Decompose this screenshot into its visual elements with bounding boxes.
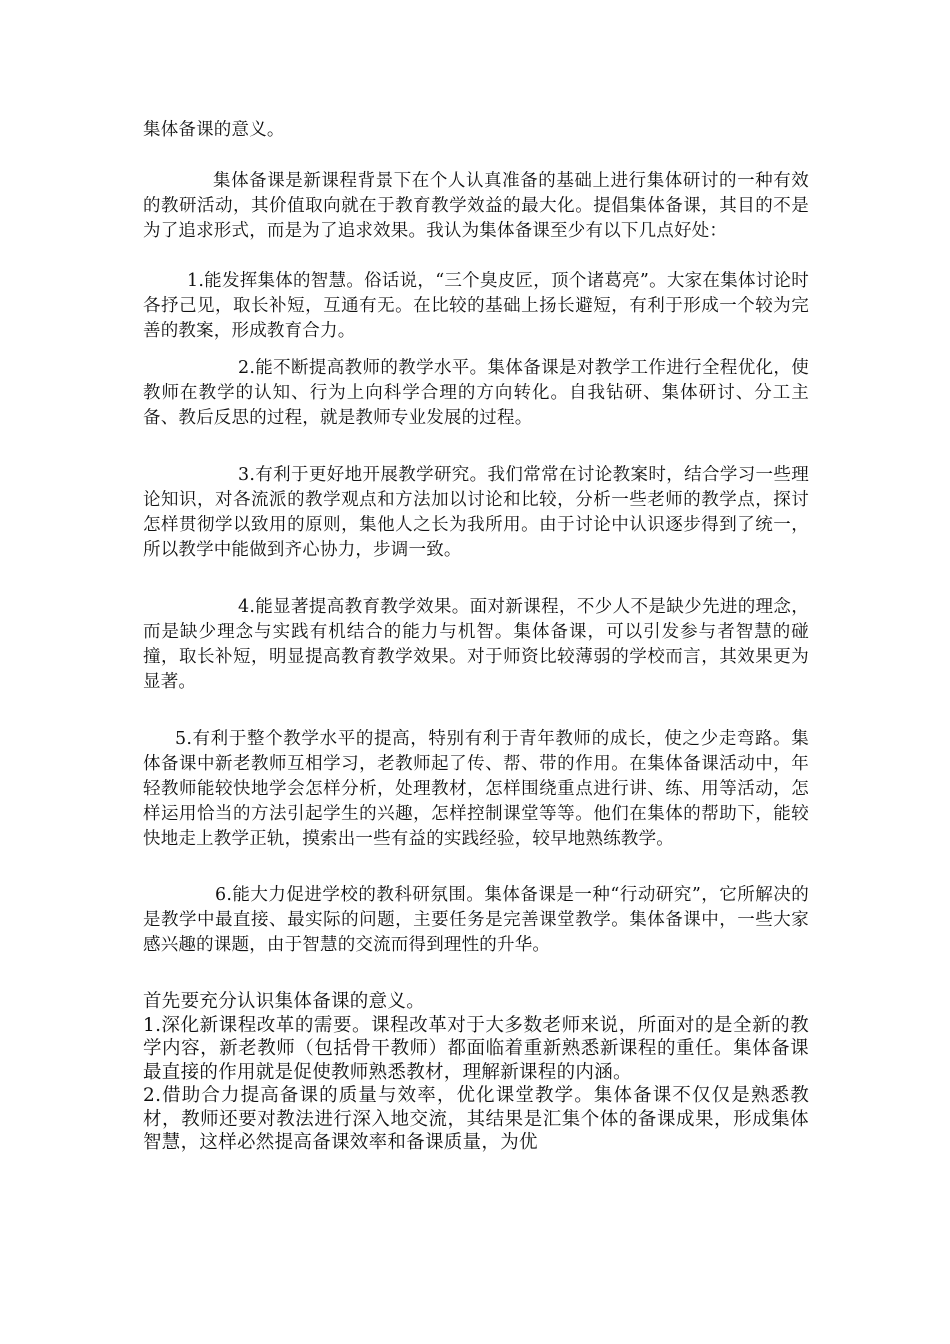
- point-1-paragraph: 1.能发挥集体的智慧。俗话说，“三个臭皮匠，顶个诸葛亮”。大家在集体讨论时各抒己见，取长补短，互通有无。在比较的基础上扬长避短，有利于形成一个较为完善的教案，形成教育合力。: [143, 271, 809, 341]
- section-two-heading: 首先要充分认识集体备课的意义。: [143, 991, 426, 1012]
- intro-paragraph: 集体备课是新课程背景下在个人认真准备的基础上进行集体研讨的一种有效的教研活动，其价值取向就在于教育教学效益的最大化。提倡集体备课，其目的不是为了追求形式，而是为了追求效果。我认为集体备课至少有以下几点好处：: [143, 171, 809, 241]
- point-3-paragraph: 3.有利于更好地开展教学研究。我们常常在讨论教案时，结合学习一些理论知识，对各流派的教学观点和方法加以讨论和比较，分析一些老师的教学点，探讨怎样贯彻学以致用的原则，集他人之长为我所用。由于讨论中认识逐步得到了统一，所以教学中能做到齐心协力，步调一致。: [143, 465, 809, 560]
- point-5-paragraph: 5.有利于整个教学水平的提高，特别有利于青年教师的成长，使之少走弯路。集体备课中新老教师互相学习，老教师起了传、帮、带的作用。在集体备课活动中，年轻教师能较快地学会怎样分析，处理教材，怎样围绕重点进行讲、练、用等活动，怎样运用恰当的方法引起学生的兴趣，怎样控制课堂等等。他们在集体的帮助下，能较快地走上教学正轨，摸索出一些有益的实践经验，较早地熟练教学。: [143, 729, 809, 849]
- point-2-paragraph: 2.能不断提高教师的教学水平。集体备课是对教学工作进行全程优化，使教师在教学的认知、行为上向科学合理的方向转化。自我钻研、集体研讨、分工主备、教后反思的过程，就是教师专业发展的过程。: [143, 358, 809, 428]
- section-two-item-1: 1.深化新课程改革的需要。课程改革对于大多数老师来说，所面对的是全新的教学内容，新老教师（包括骨干教师）都面临着重新熟悉新课程的重任。集体备课最直接的作用就是促使教师熟悉教材，理解新课程的内涵。: [143, 1014, 809, 1083]
- document-page: [143, 118, 809, 1155]
- point-6-paragraph: 6.能大力促进学校的教科研氛围。集体备课是一种“行动研究”，它所解决的是教学中最直接、最实际的问题，主要任务是完善课堂教学。集体备课中，一些大家感兴趣的课题，由于智慧的交流而得到理性的升华。: [143, 885, 809, 955]
- document-title-line: 集体备课的意义。: [143, 120, 285, 140]
- point-4-paragraph: 4.能显著提高教育教学效果。面对新课程，不少人不是缺少先进的理念，而是缺少理念与实践有机结合的能力与机智。集体备课，可以引发参与者智慧的碰撞，取长补短，明显提高教育教学效果。对于师资比较薄弱的学校而言，其效果更为显著。: [143, 597, 809, 692]
- section-two: [143, 990, 809, 1155]
- section-two-item-2: 2.借助合力提高备课的质量与效率，优化课堂教学。集体备课不仅仅是熟悉教材，教师还要对教法进行深入地交流，其结果是汇集个体的备课成果，形成集体智慧，这样必然提高备课效率和备课质量，为优: [143, 1085, 809, 1153]
